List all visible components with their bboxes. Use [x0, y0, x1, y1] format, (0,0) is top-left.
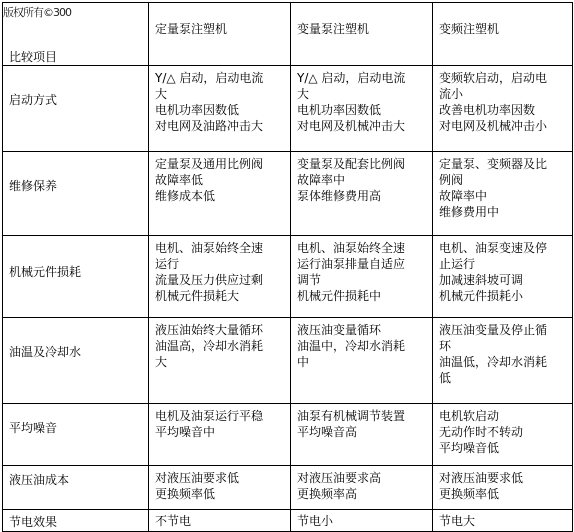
cell-fixed-pump — [149, 466, 291, 510]
cell-variable-pump — [291, 404, 433, 466]
cell-line: 流量及压力供应过剩 — [155, 273, 264, 287]
column-header-fixed-pump: 定量泵注塑机 — [149, 3, 291, 66]
cell-line: 平均噪音低 — [439, 441, 500, 455]
cell-line: 对液压油要求低 — [439, 471, 524, 485]
cell-line: 变频软启动，启动电 — [439, 71, 548, 85]
cell-line: 改善电机功率因数 — [439, 103, 536, 117]
cell-line: 平均噪音中 — [155, 425, 216, 439]
cell-line: 油温低，冷却水消耗 — [439, 355, 548, 369]
cell-line: 低 — [439, 371, 452, 385]
cell-line: 电机功率因数低 — [297, 103, 382, 117]
row-startup — [3, 66, 573, 152]
cell-line: 不节电 — [155, 514, 192, 528]
row-label: 启动方式 — [9, 93, 58, 107]
cell-line: 更换频率高 — [297, 487, 358, 501]
cell-line: 油温中，冷却水消耗 — [297, 339, 406, 353]
row-label: 油温及冷却水 — [9, 345, 82, 359]
header-row — [3, 3, 573, 66]
cell-variable-pump — [291, 236, 433, 318]
row-label-cell — [3, 236, 149, 318]
cell-line: Y/△ 启动，启动电流 — [155, 71, 264, 85]
cell-fixed-pump — [149, 510, 291, 532]
row-label-cell — [3, 466, 149, 510]
cell-inverter — [433, 152, 573, 236]
cell-variable-pump — [291, 66, 433, 152]
cell-line: 平均噪音高 — [297, 425, 358, 439]
row-saving — [3, 510, 573, 532]
row-label-cell — [3, 66, 149, 152]
cell-line: 大 — [155, 87, 168, 101]
cell-line: 泵体维修费用高 — [297, 189, 382, 203]
cell-line: 机械元件损耗中 — [297, 289, 382, 303]
cell-line: 故障率低 — [155, 173, 204, 187]
cell-line: 节电大 — [439, 514, 476, 528]
column-header-inverter: 变频注塑机 — [433, 3, 573, 66]
cell-line: 维修成本低 — [155, 189, 216, 203]
cell-line: 液压油变量循环 — [297, 323, 382, 337]
column-header-variable-pump: 变量泵注塑机 — [291, 3, 433, 66]
cell-line: 更换频率低 — [155, 487, 216, 501]
cell-line: 调节 — [297, 273, 322, 287]
watermark-text: 版权所有©300 — [3, 6, 71, 19]
corner-cell — [3, 3, 149, 66]
cell-line: 故障率中 — [297, 173, 346, 187]
cell-line: 电机、油泵始终全速 — [297, 241, 406, 255]
cell-line: 对电网及机械冲击小 — [439, 119, 548, 133]
row-label-cell — [3, 404, 149, 466]
cell-line: 中 — [297, 355, 310, 369]
cell-line: 液压油始终大量循环 — [155, 323, 264, 337]
cell-line: 节电小 — [297, 514, 334, 528]
cell-variable-pump — [291, 466, 433, 510]
cell-line: 油泵有机械调节装置 — [297, 409, 406, 423]
cell-fixed-pump — [149, 66, 291, 152]
cell-inverter — [433, 66, 573, 152]
cell-line: 电机功率因数低 — [155, 103, 240, 117]
cell-line: 止运行 — [439, 257, 476, 271]
cell-line: 流小 — [439, 87, 464, 101]
cell-inverter — [433, 510, 573, 532]
cell-line: 加减速斜坡可调 — [439, 273, 524, 287]
row-label-cell — [3, 318, 149, 404]
cell-variable-pump — [291, 510, 433, 532]
cell-line: 故障率中 — [439, 189, 488, 203]
cell-line: 无动作时不转动 — [439, 425, 524, 439]
cell-line: 大 — [155, 355, 168, 369]
cell-inverter — [433, 236, 573, 318]
row-label: 维修保养 — [9, 179, 58, 193]
cell-line: 更换频率低 — [439, 487, 500, 501]
row-oil-temp — [3, 318, 573, 404]
cell-line: 维修费用中 — [439, 205, 500, 219]
cell-line: 对电网及机械冲击大 — [297, 119, 406, 133]
row-label: 平均噪音 — [9, 421, 58, 435]
cell-inverter — [433, 404, 573, 466]
cell-line: 电机软启动 — [439, 409, 500, 423]
row-label: 节电效果 — [9, 515, 58, 529]
cell-line: 变量泵及配套比例阀 — [297, 157, 406, 171]
row-label: 机械元件损耗 — [9, 265, 82, 279]
row-label: 液压油成本 — [9, 473, 70, 487]
cell-line: 对液压油要求低 — [155, 471, 240, 485]
cell-line: 电机及油泵运行平稳 — [155, 409, 264, 423]
cell-line: 对液压油要求高 — [297, 471, 382, 485]
cell-line: 电机、油泵变速及停 — [439, 241, 548, 255]
cell-variable-pump — [291, 318, 433, 404]
cell-line: Y/△ 启动，启动电流 — [297, 71, 406, 85]
cell-line: 油温高，冷却水消耗 — [155, 339, 264, 353]
row-noise — [3, 404, 573, 466]
cell-line: 对电网及油路冲击大 — [155, 119, 264, 133]
cell-fixed-pump — [149, 404, 291, 466]
cell-line: 机械元件损耗小 — [439, 289, 524, 303]
cell-inverter — [433, 318, 573, 404]
corner-label: 比较项目 — [9, 50, 58, 64]
row-wear — [3, 236, 573, 318]
cell-line: 液压油变量及停止循 — [439, 323, 548, 337]
cell-line: 运行 — [155, 257, 180, 271]
cell-line: 运行油泵排量自适应 — [297, 257, 406, 271]
cell-line: 环 — [439, 339, 452, 353]
cell-fixed-pump — [149, 318, 291, 404]
cell-line: 定量泵、变频器及比 — [439, 157, 548, 171]
cell-line: 例阀 — [439, 173, 464, 187]
cell-line: 大 — [297, 87, 310, 101]
cell-inverter — [433, 466, 573, 510]
cell-variable-pump — [291, 152, 433, 236]
cell-line: 定量泵及通用比例阀 — [155, 157, 264, 171]
cell-fixed-pump — [149, 236, 291, 318]
row-label-cell — [3, 152, 149, 236]
cell-line: 机械元件损耗大 — [155, 289, 240, 303]
row-oil-cost — [3, 466, 573, 510]
cell-fixed-pump — [149, 152, 291, 236]
row-maintenance — [3, 152, 573, 236]
cell-line: 电机、油泵始终全速 — [155, 241, 264, 255]
comparison-table — [2, 2, 573, 532]
row-label-cell — [3, 510, 149, 532]
